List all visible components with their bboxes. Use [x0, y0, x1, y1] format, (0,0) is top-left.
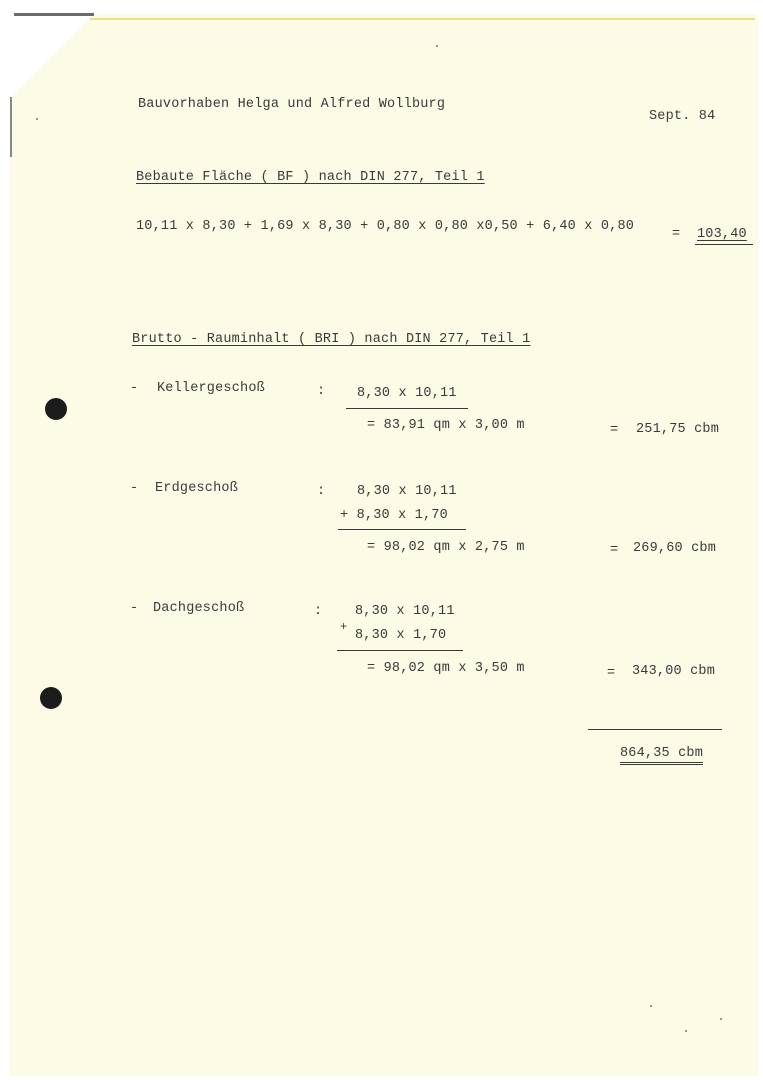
floor-volume-calc: = 98,02 qm x 2,75 m — [367, 540, 525, 555]
scan-artifact-yellow-line — [90, 18, 755, 20]
bf-equals: = — [672, 227, 681, 242]
floor-area-line-2: + 8,30 x 1,70 — [340, 508, 448, 523]
floor-result-kellergeschoss: 251,75 cbm — [636, 422, 720, 437]
floor-name-erdgeschoss: Erdgeschoß — [155, 481, 239, 496]
floor-result-equals: = — [610, 423, 619, 438]
floor-dash: - — [130, 481, 139, 496]
bf-section-title: Bebaute Fläche ( BF ) nach DIN 277, Teil 1 — [136, 170, 485, 185]
floor-sum-rule — [337, 650, 463, 651]
floor-result-equals: = — [610, 543, 619, 558]
floor-volume-calc: = 83,91 qm x 3,00 m — [367, 418, 525, 433]
folded-corner — [10, 14, 94, 98]
bf-result-rule — [695, 244, 753, 245]
total-rule — [588, 729, 722, 730]
bri-total: 864,35 cbm — [620, 746, 703, 761]
scan-speck — [36, 118, 38, 120]
floor-result-dachgeschoss: 343,00 cbm — [632, 664, 716, 679]
bf-formula: 10,11 x 8,30 + 1,69 x 8,30 + 0,80 x 0,80 x0,50 + 6,40 x 0,80 — [136, 219, 635, 234]
bf-result: 103,40 — [697, 227, 747, 242]
floor-colon: : — [317, 384, 326, 399]
floor-colon: : — [314, 604, 323, 619]
project-title: Bauvorhaben Helga und Alfred Wollburg — [138, 97, 446, 112]
floor-sum-rule — [338, 529, 466, 530]
scan-speck — [650, 1005, 652, 1007]
scan-speck — [436, 45, 438, 47]
floor-area-line-2: 8,30 x 1,70 — [355, 628, 447, 643]
floor-name-kellergeschoss: Kellergeschoß — [157, 381, 265, 396]
scan-speck — [685, 1030, 687, 1032]
plus-sign: + — [340, 620, 348, 634]
floor-dash: - — [130, 381, 139, 396]
page-edge — [10, 97, 12, 157]
floor-dash: - — [130, 601, 139, 616]
floor-result-equals: = — [607, 666, 616, 681]
floor-area-line-1: 8,30 x 10,11 — [357, 386, 457, 401]
floor-area-line-1: 8,30 x 10,11 — [355, 604, 455, 619]
floor-result-erdgeschoss: 269,60 cbm — [633, 541, 717, 556]
floor-name-dachgeschoss: Dachgeschoß — [153, 601, 245, 616]
bri-section-title: Brutto - Rauminhalt ( BRI ) nach DIN 277, Teil 1 — [132, 332, 531, 347]
floor-volume-calc: = 98,02 qm x 3,50 m — [367, 661, 525, 676]
document-date: Sept. 84 — [649, 109, 716, 124]
scan-artifact-line — [14, 13, 94, 16]
punch-hole-bottom — [40, 687, 62, 709]
floor-area-line-1: 8,30 x 10,11 — [357, 484, 457, 499]
floor-sum-rule — [346, 408, 468, 409]
punch-hole-top — [45, 398, 67, 420]
floor-colon: : — [317, 484, 326, 499]
scan-speck — [720, 1018, 722, 1020]
